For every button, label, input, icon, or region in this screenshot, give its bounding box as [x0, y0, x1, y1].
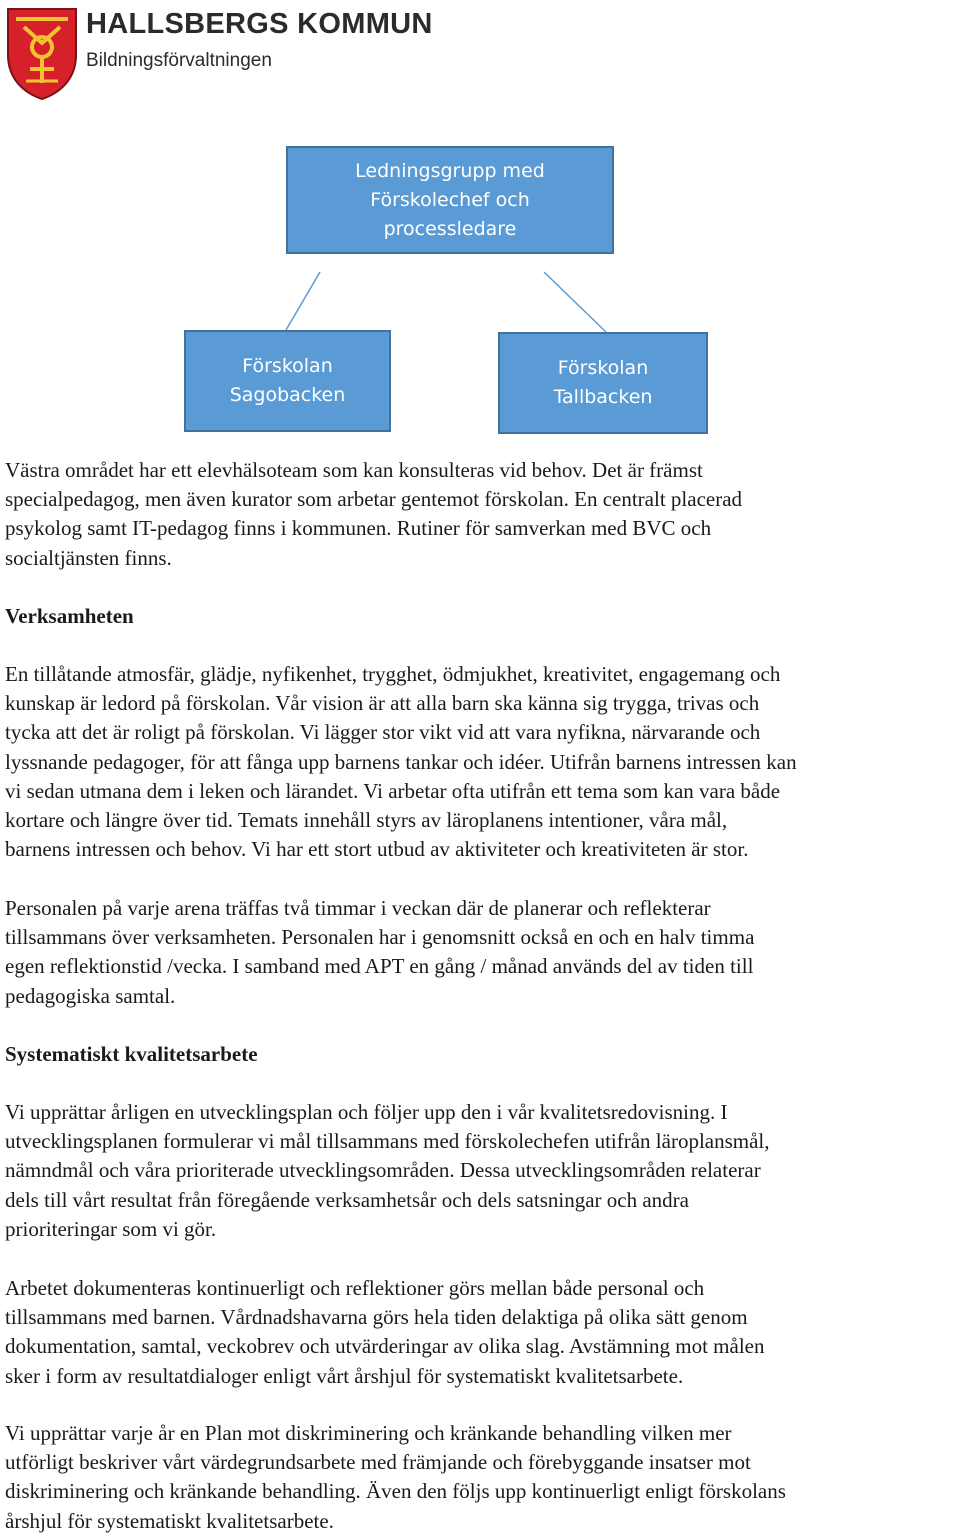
paragraph-verksamheten: [5, 660, 960, 864]
document-header: [0, 0, 960, 110]
text-line: egen reflektionstid /vecka. I samband med APT en gång / månad används del av tiden till: [5, 954, 754, 979]
text-line: Arbetet dokumenteras kontinuerligt och reflektioner görs mellan både personal och: [5, 1276, 705, 1300]
text-line: sker i form av resultatdialoger enligt vårt årshjul för systematiskt kvalitetsarbete.: [5, 1363, 684, 1388]
text-line: årshjul för systematiskt kvalitetsarbete.: [5, 1508, 334, 1533]
tallbacken-box: [498, 332, 708, 434]
text-line: barnens intressen och behov. Vi har ett stort utbud av aktiviteter och kreativiteten är stor.: [5, 837, 749, 862]
text-line: kortare och längre över tid. Temats innehåll styrs av läroplanens intentioner, våra mål,: [5, 808, 728, 833]
department-name: Bildningsförvaltningen: [86, 50, 272, 71]
text-line: utvecklingsplanen formulerar vi mål tillsammans med förskolechefen utifrån läroplansmål,: [5, 1129, 770, 1154]
organization-name: HALLSBERGS KOMMUN: [86, 8, 433, 40]
text-line: Vi upprättar varje år en Plan mot diskriminering och kränkande behandling vilken mer: [5, 1421, 732, 1445]
text-line: diskriminering och kränkande behandling. Även den följs upp kontinuerligt enligt förskolans: [5, 1479, 786, 1504]
text-line: specialpedagog, men även kurator som arbetar gentemot förskolan. En centralt placerad: [5, 487, 743, 512]
box-line: Sagobacken: [229, 384, 346, 406]
paragraph-development-plan: [5, 1098, 960, 1244]
text-line: psykolog samt IT-pedagog finns i kommunen. Rutiner för samverkan med BVC och: [5, 516, 712, 541]
text-line: tillsammans över verksamheten. Personalen har i genomsnitt också en och en halv timma: [5, 925, 755, 950]
text-line: En tillåtande atmosfär, glädje, nyfikenhet, trygghet, ödmjukhet, kreativitet, engagemang och: [5, 662, 781, 686]
box-line: Ledningsgrupp med: [355, 159, 545, 182]
connector-right: [544, 272, 606, 332]
text-line: Personalen på varje arena träffas två timmar i veckan där de planerar och reflekterar: [5, 896, 711, 920]
leadership-group-box: [286, 146, 614, 254]
box-line: Förskolechef och: [370, 188, 530, 211]
text-line: Vi upprättar årligen en utvecklingsplan och följer upp den i vår kvalitetsredovisning. I: [5, 1100, 728, 1124]
text-line: lyssnande pedagoger, för att fånga upp barnens tankar och idéer. Utifrån barnens intressen kan: [5, 749, 797, 774]
text-line: vi sedan utmana dem i leken och lärandet. Vi arbetar ofta utifrån ett tema som kan vara både: [5, 778, 781, 803]
heading-quality-work: Systematiskt kvalitetsarbete: [5, 1042, 258, 1066]
heading-verksamheten: Verksamheten: [5, 604, 134, 628]
paragraph-discrimination-plan: [5, 1419, 960, 1536]
text-line: Västra området har ett elevhälsoteam som kan konsulteras vid behov. Det är främst: [5, 458, 703, 482]
box-line: processledare: [383, 217, 517, 240]
text-line: kunskap är ledord på förskolan. Vår vision är att alla barn ska känna sig trygga, trivas och: [5, 691, 760, 716]
text-line: tycka att det är roligt på förskolan. Vi lägger stor vikt vid att vara nyfikna, närvarande och: [5, 720, 761, 745]
municipal-crest-icon: [4, 3, 80, 101]
text-line: prioriteringar som vi gör.: [5, 1216, 217, 1241]
connector-left: [286, 272, 320, 330]
text-line: tillsammans med barnen. Vårdnadshavarna görs hela tiden delaktiga på olika sätt genom: [5, 1305, 748, 1330]
paragraph-staff-meetings: [5, 894, 960, 1011]
box-line: Förskolan: [557, 357, 649, 379]
text-line: dokumentation, samtal, veckobrev och utvärderingar av olika slag. Avstämning mot målen: [5, 1334, 765, 1359]
text-line: pedagogiska samtal.: [5, 983, 176, 1008]
paragraph-documentation: [5, 1274, 960, 1391]
text-line: utförligt beskriver vårt värdegrundsarbete med främjande och förebyggande insatser mot: [5, 1450, 751, 1475]
box-line: Förskolan: [242, 355, 333, 377]
sagobacken-box: [184, 330, 391, 432]
box-line: Tallbacken: [553, 386, 653, 408]
paragraph-student-health: [5, 456, 960, 573]
text-line: dels till vårt resultat från föregående verksamhetsår och dels satsningar och andra: [5, 1187, 689, 1212]
text-line: nämndmål och våra prioriterade utvecklingsområden. Dessa utvecklingsområden relaterar: [5, 1158, 761, 1183]
org-chart: [0, 140, 960, 440]
text-line: socialtjänsten finns.: [5, 545, 172, 570]
